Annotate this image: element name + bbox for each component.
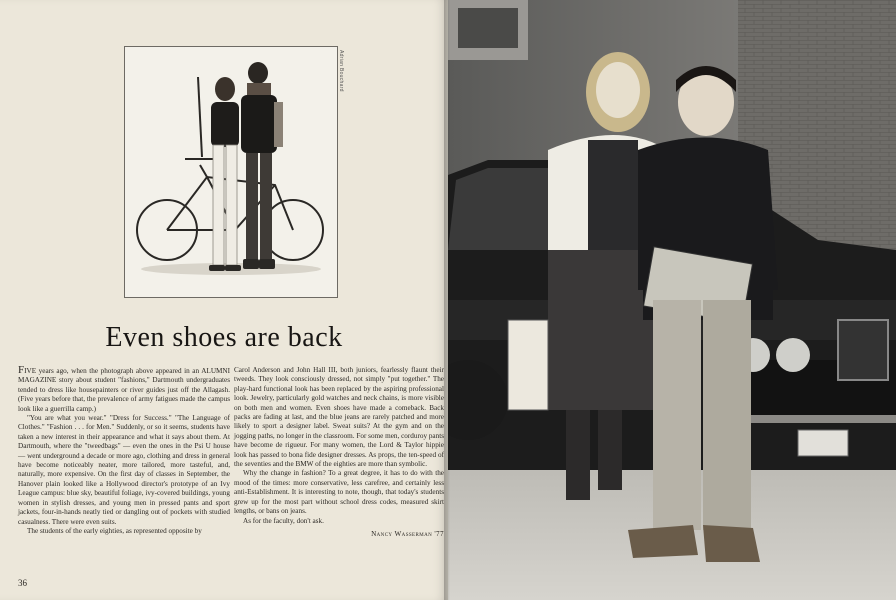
article-headline: Even shoes are back bbox=[105, 322, 343, 353]
article-paragraph: As for the faculty, don't ask. bbox=[243, 516, 324, 525]
article-paragraph: Why the change in fashion? To a great degree, it has to do with the mood of the times: more conservative, less carefree, and certainly less anti-Establishment. It is interesting to note, though, that today's students grew up for the most part without school dress codes, measured skirt lengths, or bans on jeans. bbox=[234, 469, 444, 516]
article-column-2 bbox=[234, 366, 444, 526]
page-number: 36 bbox=[18, 578, 27, 588]
photo-credit: Adrian Bouchard bbox=[338, 50, 344, 92]
page-gutter bbox=[444, 0, 450, 600]
drop-cap: F bbox=[18, 364, 25, 376]
archive-photo bbox=[124, 46, 338, 298]
article-paragraph: FIVE years ago, when the photograph above appeared in an ALUMNI MAGAZINE story about student "fashions," Dartmouth undergraduates tended to dress like housepainters or river guides just off the Allagash. (Five years before that, the prevalence of army fatigues made the campus look like a guerrilla camp.) bbox=[18, 364, 230, 413]
article-paragraph: Carol Anderson and John Hall III, both juniors, fearlessly flaunt their tweeds. They look consciously dressed, not simply "put together." The play-hard functional look has been replaced by the aspiring professional look. Jewelry, particularly gold watches and neck chains, is more visible on both men and women. Even shoes have made a comeback. Back packs are fading at last, and the blue jeans are rarely patched and more likely to sport a designer label. Sweat suits? At the gym and on the jogging paths, no longer in the classroom. For some men, corduroy pants have become de rigueur. For many women, the Lord & Taylor hippie look has passed to bona fide designer dresses. As props, the ten-speed of the seventies and the BMW of the eighties are more than symbolic. bbox=[234, 366, 445, 469]
article-paragraph: "You are what you wear." "Dress for Success." "The Language of Clothes." "Fashion . . . for Men." Suddenly, or so it seems, students have taken a new interest in their appearance and what it says about them. At Dartmouth, where the "tweedbags" — even the ones in the Psi U house — went underground a decade or more ago, clothing and dress in general have become noticeably neater, more tailored, more tasteful, and, naturally, more expensive. On the first day of classes in September, the Hanover plain looked like a Hollywood director's prototype of an Ivy League campus: blue sky, beautiful foliage, ivy-covered buildings, young women in stylish dresses, and young men in pressed pants and sport jackets, four-in-hands neatly tied or dangling out of pockets with studied casualness. There were even suits. bbox=[18, 414, 230, 526]
right-page-photo bbox=[448, 0, 896, 600]
article-column-1 bbox=[18, 366, 230, 536]
author-byline: Nancy Wasserman '77 bbox=[371, 530, 444, 538]
article-paragraph: The students of the early eighties, as represented opposite by bbox=[27, 526, 202, 535]
